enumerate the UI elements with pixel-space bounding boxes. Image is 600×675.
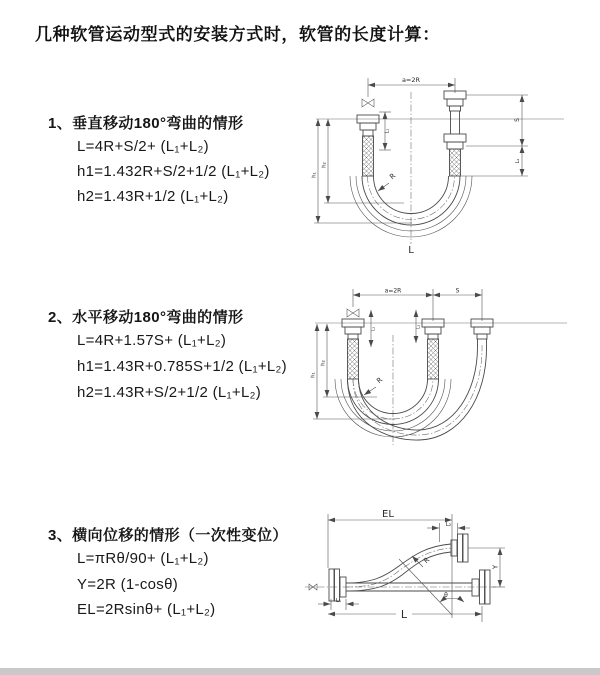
dim-label-h2: h₂ [321, 162, 328, 168]
dim-label-l1: L₁ [371, 326, 377, 332]
radius-label: R [375, 375, 385, 386]
dim-label-a2r: a=2R [384, 287, 402, 295]
dim-label-l2: L₂ [445, 522, 452, 528]
dim-a2r-group [368, 76, 455, 97]
dim-l1-group [318, 598, 359, 610]
dim-label-h1: h₁ [311, 172, 318, 178]
swept-hose-position [348, 345, 487, 440]
section-3-formula-Y: Y=2R (1-cosθ) [77, 576, 179, 593]
dim-label-h2: h₂ [320, 360, 327, 366]
radius-callout [378, 172, 397, 191]
dim-label-h1: h₁ [310, 372, 317, 378]
dim-label-el: EL [382, 509, 394, 520]
dim-label-l2: L₂ [515, 158, 521, 164]
section-1-formula-L: L=4R+S/2+ (L₁+L₂) [77, 138, 209, 155]
dim-label-a2r: a=2R [401, 76, 421, 84]
section-3-formula-EL: EL=2Rsinθ+ (L₁+L₂) [77, 601, 216, 618]
dim-label-l: L [400, 608, 408, 621]
dim-a2r-s-group [353, 288, 482, 322]
dim-l1-group [379, 112, 391, 150]
radius-label: R [422, 555, 432, 566]
left-flange [329, 569, 346, 601]
section-2-formula-h2: h2=1.43R+S/2+1/2 (L₁+L₂) [77, 384, 262, 401]
dim-h-group [312, 119, 413, 223]
dim-label-y: Y [491, 564, 500, 570]
dim-l2-group [427, 522, 470, 542]
dim-l-group [328, 606, 482, 622]
angle-label-theta: θ [444, 592, 448, 599]
diagram-lateral-displacement [300, 498, 582, 650]
dim-label-l1: L₁ [384, 128, 391, 134]
right-hose-fitting [444, 91, 466, 176]
section-2-formula-L: L=4R+1.57S+ (L₁+L₂) [77, 332, 227, 349]
diagram-horizontal-180-bend [305, 283, 577, 455]
section-2-heading: 2、水平移动180°弯曲的情形 [48, 309, 244, 326]
section-3-formula-L: L=πRθ/90+ (L₁+L₂) [77, 550, 209, 567]
valve-bowtie-symbol [362, 99, 374, 107]
section-3-heading: 3、横向位移的情形（一次性变位） [48, 527, 288, 544]
dim-label-l1: L₁ [335, 598, 342, 604]
diagram-vertical-180-bend [308, 72, 570, 262]
valve-bowtie-symbol [347, 309, 359, 317]
displaced-s-curve-hose [346, 534, 468, 591]
middle-hose-fitting [422, 319, 444, 379]
section-1-formula-h2: h2=1.43R+1/2 (L₁+L₂) [77, 188, 229, 205]
section-1-formula-h1: h1=1.432R+S/2+1/2 (L₁+L₂) [77, 163, 270, 180]
dim-y-group [468, 548, 505, 587]
radius-callout [364, 376, 384, 395]
dim-label-l2: L₂ [416, 324, 422, 330]
left-hose-fitting [342, 319, 364, 379]
dim-label-s: S [514, 118, 521, 122]
scan-edge-bar [0, 668, 600, 675]
page-title: 几种软管运动型式的安装方式时，软管的长度计算： [35, 25, 440, 44]
left-hose-fitting [357, 115, 379, 176]
dim-l1-l2-group [371, 310, 422, 347]
dim-s-l2-group [461, 95, 528, 176]
dim-label-s: S [455, 287, 460, 295]
section-1-heading: 1、垂直移动180°弯曲的情形 [48, 115, 244, 132]
section-2-formula-h1: h1=1.43R+0.785S+1/2 (L₁+L₂) [77, 358, 287, 375]
radius-label: R [388, 171, 398, 182]
length-label: L [408, 245, 414, 256]
dim-el-group [328, 509, 452, 618]
